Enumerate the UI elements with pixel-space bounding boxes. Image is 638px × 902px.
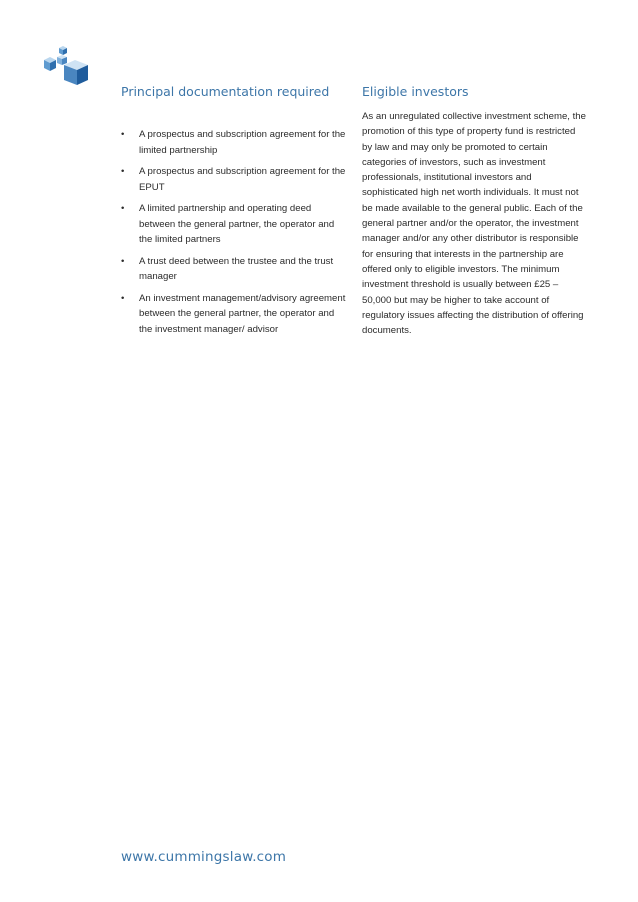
bullet-icon: •	[121, 203, 125, 214]
list-item	[121, 291, 346, 338]
list-item	[121, 201, 346, 248]
documentation-heading: Principal documentation required	[121, 84, 330, 99]
documentation-section	[121, 83, 346, 343]
list-item	[121, 164, 346, 195]
bullet-icon: •	[121, 292, 125, 304]
list-item-text: A limited partnership and operating deed between the general partner, the operator and the limited partners	[139, 203, 335, 245]
list-item-text: A prospectus and subscription agreement for the limited partnership	[139, 129, 346, 156]
list-item	[121, 254, 346, 285]
eligible-investors-section	[362, 83, 587, 338]
documentation-list	[121, 127, 346, 337]
stacked-cubes-logo	[42, 46, 90, 86]
eligible-investors-heading: Eligible investors	[362, 84, 469, 99]
bullet-icon: •	[121, 129, 125, 140]
list-item-text: An investment management/advisory agreement between the general partner, the operator and the investment manager/ advisor	[139, 292, 346, 335]
list-item-text: A prospectus and subscription agreement for the EPUT	[139, 166, 346, 193]
eligible-investors-paragraph: As an unregulated collective investment scheme, the promotion of this type of property fund is restricted by law and may only be promoted to certain categories of investors, such as investment professionals, institutional investors and sophisticated high net worth individuals. It must not be made available to the general public. Each of the general partner and/or the operator, the investment manager and/or any other distributor is responsible for ensuring that interests in the partnership are offered only to eligible investors. The minimum investment threshold is usually between £25 – 50,000 but may be higher to take account of regulatory issues affecting the distribution of offering documents.	[362, 111, 586, 337]
footer-website-link[interactable]: www.cummingslaw.com	[121, 849, 287, 865]
list-item-text: A trust deed between the trustee and the trust manager	[139, 255, 334, 282]
bullet-icon: •	[121, 255, 125, 267]
list-item	[121, 127, 346, 158]
bullet-icon: •	[121, 166, 125, 177]
